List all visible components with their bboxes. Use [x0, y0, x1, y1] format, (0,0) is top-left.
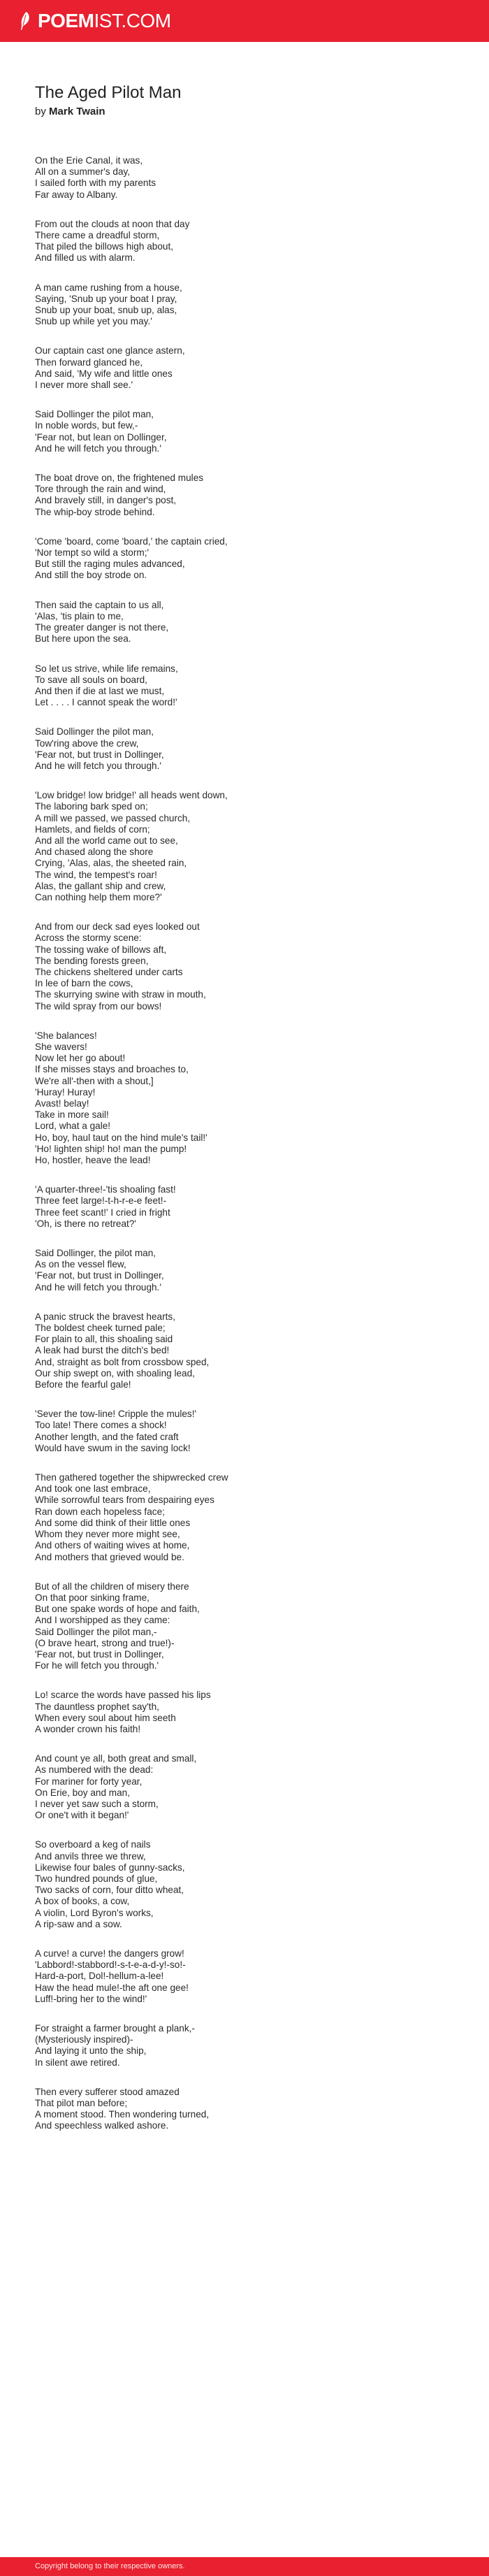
poem-line: Our ship swept on, with shoaling lead,: [35, 1367, 195, 1379]
poem-line: Or one't with it began!': [35, 1810, 129, 1821]
poem-line: And from our deck sad eyes looked out: [35, 921, 200, 933]
poem-line: That pilot man before;: [35, 2098, 128, 2109]
poem-line: In silent awe retired.: [35, 2057, 120, 2068]
stanza: [35, 409, 468, 454]
stanza: [35, 155, 468, 201]
poem-line: On Erie, boy and man,: [35, 1787, 131, 1798]
poem-line: Likewise four bales of gunny-sacks,: [35, 1862, 185, 1873]
stanza: [35, 1472, 468, 1563]
stanza: [35, 790, 468, 903]
stanza: [35, 1753, 468, 1821]
poem-line: And count ye all, both great and small,: [35, 1753, 197, 1764]
poem-line: The boldest cheek turned pale;: [35, 1323, 166, 1334]
poem-line: Haw the head mule!-the aft one gee!: [35, 1982, 189, 1993]
stanza: [35, 1184, 468, 1230]
poem-line: On that poor sinking frame,: [35, 1592, 149, 1603]
poem-line: And he will fetch you through.': [35, 1281, 161, 1293]
logo-wordmark: POEMIST.COM: [38, 10, 171, 31]
poem-line: Snub up your boat, snub up, alas,: [35, 305, 177, 316]
stanza: [35, 219, 468, 264]
poem-line: 'Come 'board, come 'board,' the captain cried,: [35, 535, 228, 547]
poem-line: There came a dreadful storm,: [35, 230, 160, 241]
poem-line: And speechless walked ashore.: [35, 2120, 169, 2131]
poem-line: Across the stormy scene:: [35, 933, 142, 944]
poem-line: And filled us with alarm.: [35, 252, 136, 264]
poem-line: The greater danger is not there,: [35, 622, 169, 633]
poem-line: We're all'-then with a shout,]: [35, 1075, 154, 1086]
footer: [0, 2557, 489, 2576]
site-logo-link[interactable]: [18, 9, 171, 33]
poem-line: So overboard a keg of nails: [35, 1839, 151, 1850]
poem-line: As numbered with the dead:: [35, 1764, 154, 1776]
stanza: [35, 1839, 468, 1930]
poem-line: A moment stood. Then wondering turned,: [35, 2109, 210, 2120]
poem-line: 'Ho! lighten ship! ho! man the pump!: [35, 1143, 187, 1154]
poem-line: Let . . . . I cannot speak the word!': [35, 697, 177, 708]
poem-line: Ho, boy, haul taut on the hind mule's tail!': [35, 1132, 207, 1143]
poem-line: Another length, and the fated craft: [35, 1431, 179, 1442]
poem-line: For mariner for forty year,: [35, 1776, 143, 1787]
poem-line: A panic struck the bravest hearts,: [35, 1311, 175, 1322]
poem-line: Then said the captain to us all,: [35, 599, 164, 610]
poem-line: From out the clouds at noon that day: [35, 218, 190, 229]
poem-line: 'Nor tempt so wild a storm;': [35, 547, 149, 559]
stanza: [35, 921, 468, 1012]
poem-line: A violin, Lord Byron's works,: [35, 1907, 154, 1918]
poem-line: And then if die at last we must,: [35, 685, 165, 696]
poem-line: A wonder crown his faith!: [35, 1723, 141, 1734]
poem-line: A curve! a curve! the dangers grow!: [35, 1948, 184, 1959]
poem-line: Said Dollinger the pilot man,: [35, 726, 154, 737]
poem-line: Snub up while yet you may.': [35, 316, 152, 327]
poem-line: When every soul about him seeth: [35, 1712, 176, 1723]
poem-line: 'Alas, 'tis plain to me,: [35, 610, 124, 621]
stanza: [35, 726, 468, 772]
poem-line: And he will fetch you through.': [35, 760, 161, 771]
poem-line: 'A quarter-three!-'tis shoaling fast!: [35, 1184, 176, 1195]
poem-line: 'Labbord!-stabbord!-s-t-e-a-d-y!-so!-: [35, 1959, 186, 1971]
poem-line: That piled the billows high about,: [35, 241, 173, 252]
stanza: [35, 282, 468, 328]
poem-line: Would have swum in the saving lock!: [35, 1442, 191, 1453]
poem-line: For straight a farmer brought a plank,-: [35, 2023, 195, 2034]
poem-line: In noble words, but few,-: [35, 420, 138, 431]
quill-icon: [18, 11, 31, 31]
poem-line: The laboring bark sped on;: [35, 801, 148, 812]
poem-line: 'Fear not, but trust in Dollinger,: [35, 749, 164, 760]
poem-line: 'Fear not, but trust in Dollinger,: [35, 1270, 164, 1281]
poem-line: Crying, 'Alas, alas, the sheeted rain,: [35, 858, 187, 869]
poem-line: Hamlets, and fields of corn;: [35, 823, 150, 835]
poem-line: Ho, hostler, heave the lead!: [35, 1155, 151, 1166]
poem-line: As on the vessel flew,: [35, 1259, 126, 1270]
poem-line: Three feet scant!' I cried in fright: [35, 1207, 170, 1218]
stanza: [35, 1581, 468, 1672]
poem-header: [35, 82, 454, 119]
poem-line: And others of waiting wives at home,: [35, 1540, 190, 1551]
stanza: [35, 600, 468, 645]
poem-line: 'Low bridge! low bridge!' all heads went down,: [35, 790, 228, 801]
poem-line: Said Dollinger, the pilot man,: [35, 1248, 156, 1259]
poem-line: To save all souls on board,: [35, 674, 147, 685]
poem-line: And some did think of their little ones: [35, 1517, 191, 1528]
stanza: [35, 1948, 468, 2005]
poem-line: But of all the children of misery there: [35, 1581, 189, 1592]
poem-line: 'Fear not, but lean on Dollinger,: [35, 431, 167, 442]
poem-line: For he will fetch you through.': [35, 1660, 159, 1671]
byline-prefix: by: [35, 106, 46, 117]
poem-line: The bending forests green,: [35, 955, 149, 966]
poem-line: On the Erie Canal, it was,: [35, 155, 143, 166]
poem-line: 'Huray! Huray!: [35, 1086, 96, 1098]
poem-line: I sailed forth with my parents: [35, 178, 156, 189]
poem-line: Then every sufferer stood amazed: [35, 2086, 180, 2097]
poem-line: And took one last embrace,: [35, 1483, 151, 1495]
poem-line: Now let her go about!: [35, 1053, 126, 1064]
poem-line: Take in more sail!: [35, 1109, 109, 1121]
poem-line: And chased along the shore: [35, 847, 154, 858]
poem-line: A man came rushing from a house,: [35, 282, 182, 293]
poem-line: The wild spray from our bows!: [35, 1000, 162, 1012]
byline: [35, 105, 454, 119]
poem-line: And he will fetch you through.': [35, 442, 161, 454]
poem-line: And I worshipped as they came:: [35, 1615, 170, 1626]
poem-line: Then forward glanced he,: [35, 357, 143, 368]
poem-line: The skurrying swine with straw in mouth,: [35, 989, 206, 1000]
poem-line: While sorrowful tears from despairing eyes: [35, 1495, 214, 1506]
poem-line: Three feet large!-t-h-r-e-e feet!-: [35, 1195, 167, 1207]
poem-line: The wind, the tempest's roar!: [35, 869, 157, 880]
poem-line: (O brave heart, strong and true!)-: [35, 1637, 175, 1648]
stanza: [35, 2087, 468, 2132]
poem-line: I never more shall see.': [35, 380, 133, 391]
poem-line: Hard-a-port, Dol!-hellum-a-lee!: [35, 1971, 164, 1982]
poem-body: [35, 155, 468, 2150]
poem-line: Whom they never more might see,: [35, 1529, 180, 1540]
poem-line: Then gathered together the shipwrecked crew: [35, 1472, 228, 1483]
poem-line: The boat drove on, the frightened mules: [35, 473, 204, 484]
copyright-text: Copyright belong to their respective owners.: [35, 2562, 185, 2570]
stanza: [35, 473, 468, 518]
poem-line: But one spake words of hope and faith,: [35, 1604, 200, 1615]
stanza: [35, 1690, 468, 1735]
poem-line: And all the world came out to see,: [35, 835, 178, 846]
poem-line: And, straight as bolt from crossbow sped,: [35, 1356, 210, 1367]
poem-line: But here upon the sea.: [35, 633, 131, 645]
poem-line: And bravely still, in danger's post,: [35, 495, 177, 506]
stanza: [35, 1409, 468, 1454]
poem-line: And laying it unto the ship,: [35, 2045, 147, 2057]
poem-line: But still the raging mules advanced,: [35, 559, 185, 570]
poem-line: Saying, 'Snub up your boat I pray,: [35, 293, 177, 304]
author-name[interactable]: Mark Twain: [49, 106, 105, 117]
poem-line: And anvils three we threw,: [35, 1850, 146, 1862]
poem-line: She wavers!: [35, 1041, 87, 1052]
poem-line: 'She balances!: [35, 1030, 97, 1041]
poem-line: Avast! belay!: [35, 1098, 89, 1109]
stanza: [35, 536, 468, 582]
poem-line: And said, 'My wife and little ones: [35, 368, 173, 379]
poem-line: All on a summer's day,: [35, 166, 131, 178]
stanza: [35, 2023, 468, 2068]
poem-line: Alas, the gallant ship and crew,: [35, 880, 166, 891]
stanza: [35, 1248, 468, 1293]
poem-line: A box of books, a cow,: [35, 1896, 130, 1907]
poem-line: Lord, what a gale!: [35, 1121, 111, 1132]
poem-line: Tow'ring above the crew,: [35, 737, 139, 749]
poem-line: The chickens sheltered under carts: [35, 966, 183, 977]
poem-line: 'Oh, is there no retreat?': [35, 1218, 136, 1229]
poem-line: Lo! scarce the words have passed his lips: [35, 1690, 211, 1701]
poem-line: Two hundred pounds of glue,: [35, 1873, 158, 1884]
poem-line: 'Fear not, but trust in Dollinger,: [35, 1648, 164, 1660]
poem-line: And mothers that grieved would be.: [35, 1551, 184, 1562]
poem-line: A mill we passed, we passed church,: [35, 812, 191, 823]
poem-line: The tossing wake of billows aft,: [35, 944, 167, 955]
poem-line: The whip-boy strode behind.: [35, 506, 155, 517]
top-bar: [0, 0, 489, 42]
poem-line: Before the fearful gale!: [35, 1379, 131, 1390]
poem-line: (Mysteriously inspired)-: [35, 2034, 133, 2045]
stanza: [35, 345, 468, 391]
poem-line: A rip-saw and a sow.: [35, 1918, 122, 1929]
poem-line: Our captain cast one glance astern,: [35, 345, 185, 357]
stanza: [35, 1030, 468, 1166]
poem-line: A leak had burst the ditch's bed!: [35, 1345, 170, 1356]
poem-line: Luff!-bring her to the wind!': [35, 1993, 147, 2004]
poem-line: I never yet saw such a storm,: [35, 1798, 159, 1809]
stanza: [35, 663, 468, 709]
poem-line: 'Sever the tow-line! Cripple the mules!': [35, 1409, 197, 1420]
poem-title: The Aged Pilot Man: [35, 83, 182, 102]
poem-line: Said Dollinger the pilot man,-: [35, 1626, 157, 1637]
poem-line: And still the boy strode on.: [35, 570, 147, 581]
poem-line: So let us strive, while life remains,: [35, 663, 178, 674]
poem-line: Two sacks of corn, four ditto wheat,: [35, 1885, 184, 1896]
poem-line: For plain to all, this shoaling said: [35, 1334, 173, 1345]
poem-line: In lee of barn the cows,: [35, 978, 133, 989]
poem-line: Too late! There comes a shock!: [35, 1420, 167, 1431]
stanza: [35, 1311, 468, 1390]
poem-line: Said Dollinger the pilot man,: [35, 409, 154, 420]
poem-line: The dauntless prophet say'th,: [35, 1701, 159, 1712]
poem-line: Ran down each hopeless face;: [35, 1506, 165, 1517]
poem-line: Can nothing help them more?': [35, 891, 162, 902]
poem-line: Far away to Albany.: [35, 189, 118, 200]
poem-line: If she misses stays and broaches to,: [35, 1064, 189, 1075]
poem-line: Tore through the rain and wind,: [35, 484, 166, 495]
